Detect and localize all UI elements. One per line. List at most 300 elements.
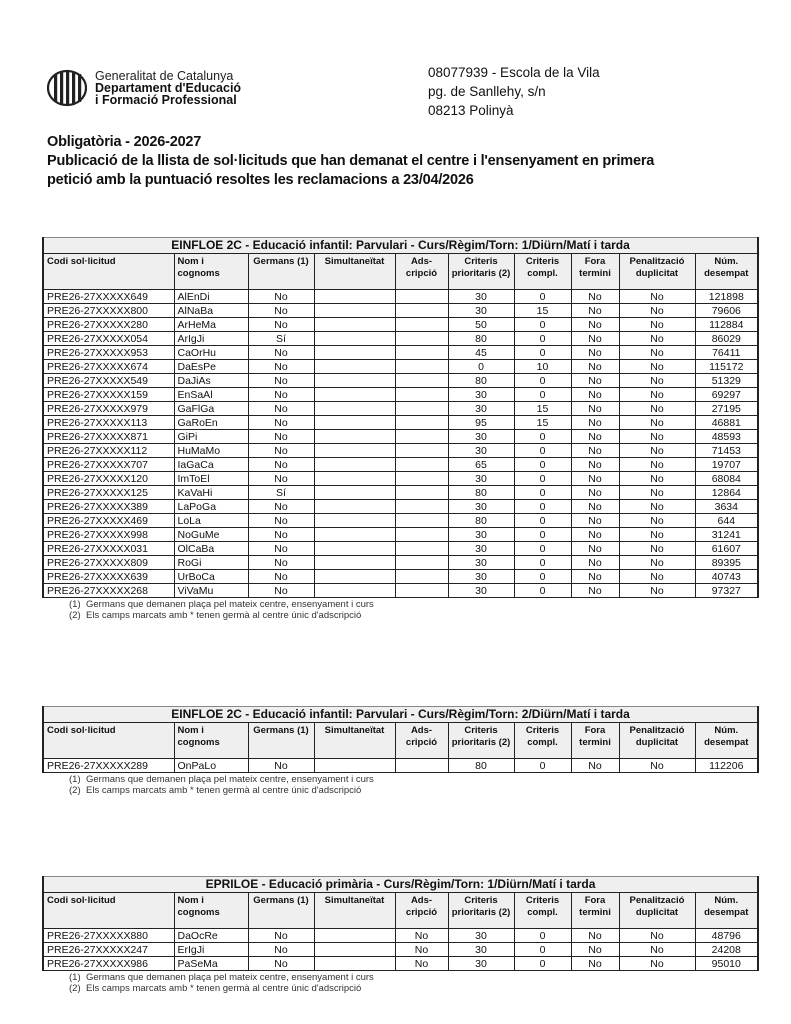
cell-num-desempat: 71453 — [695, 444, 758, 458]
footnotes — [69, 599, 757, 621]
table-row — [43, 416, 758, 430]
cell-criteris-compl: 0 — [514, 430, 571, 444]
col-header-fora-termini: Fora termini — [571, 254, 619, 290]
col-header-penalitzacio: Penalització duplicitat — [619, 254, 695, 290]
cell-nom: KaVaHi — [174, 486, 248, 500]
cell-criteris-prioritaris: 80 — [448, 332, 514, 346]
cell-codi: PRE26-27XXXXX112 — [43, 444, 174, 458]
col-header-simultaneitat: Simultaneïtat — [314, 254, 395, 290]
table-row — [43, 444, 758, 458]
col-header-simultaneitat: Simultaneïtat — [314, 723, 395, 759]
cell-germans: Sí — [248, 332, 314, 346]
cell-num-desempat: 61607 — [695, 542, 758, 556]
cell-penalitzacio: No — [619, 528, 695, 542]
cell-germans: No — [248, 458, 314, 472]
table-body — [43, 290, 758, 598]
cell-nom: ImToEl — [174, 472, 248, 486]
footnote-1: (1) Germans que demanen plaça pel mateix centre, ensenyament i curs — [69, 972, 374, 983]
cell-simultaneitat — [314, 346, 395, 360]
cell-codi: PRE26-27XXXXX998 — [43, 528, 174, 542]
cell-num-desempat: 51329 — [695, 374, 758, 388]
document-title — [47, 133, 654, 190]
cell-num-desempat: 3634 — [695, 500, 758, 514]
cell-nom: GaFlGa — [174, 402, 248, 416]
cell-simultaneitat — [314, 759, 395, 773]
cell-num-desempat: 69297 — [695, 388, 758, 402]
cell-codi: PRE26-27XXXXX649 — [43, 290, 174, 304]
cell-codi: PRE26-27XXXXX809 — [43, 556, 174, 570]
footnote-1: (1) Germans que demanen plaça pel mateix centre, ensenyament i curs — [69, 599, 374, 610]
cell-simultaneitat — [314, 374, 395, 388]
cell-adscripcio — [395, 318, 448, 332]
cell-codi: PRE26-27XXXXX247 — [43, 943, 174, 957]
footnotes — [69, 774, 757, 796]
cell-germans: No — [248, 402, 314, 416]
cell-adscripcio — [395, 430, 448, 444]
header-logo — [47, 68, 241, 108]
cell-num-desempat: 48593 — [695, 430, 758, 444]
cell-simultaneitat — [314, 458, 395, 472]
cell-criteris-prioritaris: 30 — [448, 402, 514, 416]
table-row — [43, 318, 758, 332]
cell-adscripcio — [395, 374, 448, 388]
table-row — [43, 360, 758, 374]
cell-nom: HuMaMo — [174, 444, 248, 458]
cell-adscripcio: No — [395, 943, 448, 957]
logo-line-2: Departament d'Educació — [95, 81, 242, 95]
cell-fora-termini: No — [571, 570, 619, 584]
cell-adscripcio — [395, 528, 448, 542]
cell-penalitzacio: No — [619, 304, 695, 318]
col-header-num-desempat: Núm. desempat — [695, 254, 758, 290]
cell-germans: Sí — [248, 486, 314, 500]
cell-adscripcio — [395, 346, 448, 360]
cell-penalitzacio: No — [619, 514, 695, 528]
cell-criteris-prioritaris: 30 — [448, 943, 514, 957]
cell-codi: PRE26-27XXXXX113 — [43, 416, 174, 430]
cell-penalitzacio: No — [619, 584, 695, 598]
col-header-codi: Codi sol·licitud — [43, 893, 174, 929]
cell-num-desempat: 112206 — [695, 759, 758, 773]
cell-nom: LaPoGa — [174, 500, 248, 514]
col-header-criteris-compl: Criteris compl. — [514, 723, 571, 759]
cell-num-desempat: 86029 — [695, 332, 758, 346]
cell-fora-termini: No — [571, 290, 619, 304]
cell-codi: PRE26-27XXXXX268 — [43, 584, 174, 598]
cell-adscripcio — [395, 444, 448, 458]
col-header-criteris-prioritaris: Criteris prioritaris (2) — [448, 893, 514, 929]
cell-penalitzacio: No — [619, 374, 695, 388]
cell-fora-termini: No — [571, 500, 619, 514]
col-header-penalitzacio: Penalització duplicitat — [619, 893, 695, 929]
cell-criteris-compl: 0 — [514, 584, 571, 598]
cell-criteris-compl: 15 — [514, 402, 571, 416]
cell-num-desempat: 112884 — [695, 318, 758, 332]
cell-criteris-compl: 15 — [514, 304, 571, 318]
cell-simultaneitat — [314, 556, 395, 570]
logo-line-3: i Formació Professional — [95, 93, 237, 107]
cell-penalitzacio: No — [619, 458, 695, 472]
cell-nom: GaRoEn — [174, 416, 248, 430]
cell-criteris-prioritaris: 30 — [448, 290, 514, 304]
cell-fora-termini: No — [571, 929, 619, 943]
cell-criteris-prioritaris: 30 — [448, 528, 514, 542]
cell-criteris-prioritaris: 30 — [448, 570, 514, 584]
footnote-1: (1) Germans que demanen plaça pel mateix centre, ensenyament i curs — [69, 774, 374, 785]
cell-germans: No — [248, 514, 314, 528]
cell-num-desempat: 121898 — [695, 290, 758, 304]
cell-simultaneitat — [314, 542, 395, 556]
cell-codi: PRE26-27XXXXX800 — [43, 304, 174, 318]
cell-codi: PRE26-27XXXXX120 — [43, 472, 174, 486]
cell-criteris-prioritaris: 65 — [448, 458, 514, 472]
cell-germans: No — [248, 528, 314, 542]
cell-penalitzacio: No — [619, 500, 695, 514]
cell-criteris-compl: 0 — [514, 556, 571, 570]
cell-simultaneitat — [314, 402, 395, 416]
cell-nom: ArIgJi — [174, 332, 248, 346]
cell-penalitzacio: No — [619, 430, 695, 444]
cell-criteris-compl: 0 — [514, 514, 571, 528]
cell-num-desempat: 46881 — [695, 416, 758, 430]
cell-criteris-prioritaris: 30 — [448, 957, 514, 971]
cell-criteris-prioritaris: 30 — [448, 556, 514, 570]
cell-criteris-prioritaris: 80 — [448, 374, 514, 388]
cell-criteris-prioritaris: 30 — [448, 542, 514, 556]
cell-germans: No — [248, 290, 314, 304]
cell-adscripcio — [395, 332, 448, 346]
cell-criteris-compl: 0 — [514, 943, 571, 957]
cell-germans: No — [248, 388, 314, 402]
cell-adscripcio — [395, 556, 448, 570]
cell-num-desempat: 95010 — [695, 957, 758, 971]
table-row — [43, 528, 758, 542]
cell-nom: ArHeMa — [174, 318, 248, 332]
cell-nom: RoGi — [174, 556, 248, 570]
cell-nom: DaOcRe — [174, 929, 248, 943]
cell-penalitzacio: No — [619, 929, 695, 943]
cell-penalitzacio: No — [619, 759, 695, 773]
cell-fora-termini: No — [571, 402, 619, 416]
cell-adscripcio — [395, 514, 448, 528]
table-row — [43, 500, 758, 514]
cell-germans: No — [248, 943, 314, 957]
table-row — [43, 943, 758, 957]
cell-codi: PRE26-27XXXXX280 — [43, 318, 174, 332]
cell-codi: PRE26-27XXXXX289 — [43, 759, 174, 773]
cell-num-desempat: 644 — [695, 514, 758, 528]
cell-penalitzacio: No — [619, 360, 695, 374]
cell-criteris-compl: 0 — [514, 528, 571, 542]
cell-criteris-prioritaris: 30 — [448, 388, 514, 402]
cell-fora-termini: No — [571, 360, 619, 374]
col-header-codi: Codi sol·licitud — [43, 254, 174, 290]
cell-simultaneitat — [314, 486, 395, 500]
cell-adscripcio — [395, 458, 448, 472]
cell-adscripcio — [395, 360, 448, 374]
cell-criteris-compl: 0 — [514, 444, 571, 458]
cell-adscripcio — [395, 570, 448, 584]
title-description-2: petició amb la puntuació resoltes les reclamacions a 23/04/2026 — [47, 172, 474, 188]
cell-simultaneitat — [314, 570, 395, 584]
cell-germans: No — [248, 416, 314, 430]
cell-penalitzacio: No — [619, 290, 695, 304]
cell-simultaneitat — [314, 388, 395, 402]
cell-criteris-prioritaris: 30 — [448, 584, 514, 598]
cell-fora-termini: No — [571, 943, 619, 957]
col-header-adscripcio: Ads-cripció — [395, 723, 448, 759]
cell-nom: ErIgJi — [174, 943, 248, 957]
cell-criteris-compl: 0 — [514, 500, 571, 514]
cell-codi: PRE26-27XXXXX125 — [43, 486, 174, 500]
cell-nom: GiPi — [174, 430, 248, 444]
cell-penalitzacio: No — [619, 444, 695, 458]
col-header-fora-termini: Fora termini — [571, 893, 619, 929]
section-epriloe-curs1 — [42, 876, 757, 994]
cell-simultaneitat — [314, 430, 395, 444]
cell-criteris-prioritaris: 30 — [448, 500, 514, 514]
cell-criteris-prioritaris: 30 — [448, 472, 514, 486]
cell-criteris-prioritaris: 45 — [448, 346, 514, 360]
cell-germans: No — [248, 570, 314, 584]
cell-penalitzacio: No — [619, 486, 695, 500]
title-year: Obligatòria - 2026-2027 — [47, 134, 202, 150]
cell-fora-termini: No — [571, 759, 619, 773]
cell-germans: No — [248, 374, 314, 388]
cell-germans: No — [248, 304, 314, 318]
cell-num-desempat: 48796 — [695, 929, 758, 943]
table-row — [43, 929, 758, 943]
cell-penalitzacio: No — [619, 346, 695, 360]
col-header-codi: Codi sol·licitud — [43, 723, 174, 759]
table-row — [43, 402, 758, 416]
cell-num-desempat: 68084 — [695, 472, 758, 486]
table-row — [43, 486, 758, 500]
footnote-2: (2) Els camps marcats amb * tenen germà al centre únic d'adscripció — [69, 983, 362, 994]
cell-nom: EnSaAl — [174, 388, 248, 402]
cell-simultaneitat — [314, 584, 395, 598]
cell-criteris-prioritaris: 30 — [448, 430, 514, 444]
section-einfloe-curs2 — [42, 706, 757, 796]
cell-simultaneitat — [314, 444, 395, 458]
cell-num-desempat: 115172 — [695, 360, 758, 374]
cell-codi: PRE26-27XXXXX986 — [43, 957, 174, 971]
cell-fora-termini: No — [571, 374, 619, 388]
school-street: pg. de Sanllehy, s/n — [428, 84, 546, 99]
table-row — [43, 584, 758, 598]
cell-penalitzacio: No — [619, 957, 695, 971]
footnotes — [69, 972, 757, 994]
cell-criteris-compl: 10 — [514, 360, 571, 374]
cell-fora-termini: No — [571, 556, 619, 570]
cell-criteris-compl: 0 — [514, 486, 571, 500]
cell-adscripcio — [395, 542, 448, 556]
cell-germans: No — [248, 360, 314, 374]
cell-simultaneitat — [314, 957, 395, 971]
cell-num-desempat: 40743 — [695, 570, 758, 584]
school-city: 08213 Polinyà — [428, 103, 514, 118]
school-address — [428, 63, 600, 120]
table-body — [43, 929, 758, 971]
cell-codi: PRE26-27XXXXX031 — [43, 542, 174, 556]
cell-germans: No — [248, 500, 314, 514]
cell-fora-termini: No — [571, 304, 619, 318]
cell-criteris-prioritaris: 80 — [448, 514, 514, 528]
cell-nom: PaSeMa — [174, 957, 248, 971]
col-header-penalitzacio: Penalització duplicitat — [619, 723, 695, 759]
cell-fora-termini: No — [571, 458, 619, 472]
footnote-2: (2) Els camps marcats amb * tenen germà al centre únic d'adscripció — [69, 610, 362, 621]
cell-num-desempat: 31241 — [695, 528, 758, 542]
cell-adscripcio — [395, 290, 448, 304]
cell-nom: OlCaBa — [174, 542, 248, 556]
cell-nom: AlNaBa — [174, 304, 248, 318]
cell-fora-termini: No — [571, 486, 619, 500]
cell-criteris-prioritaris: 80 — [448, 759, 514, 773]
col-header-adscripcio: Ads-cripció — [395, 893, 448, 929]
cell-num-desempat: 76411 — [695, 346, 758, 360]
cell-simultaneitat — [314, 290, 395, 304]
cell-nom: OnPaLo — [174, 759, 248, 773]
cell-simultaneitat — [314, 416, 395, 430]
cell-penalitzacio: No — [619, 556, 695, 570]
col-header-num-desempat: Núm. desempat — [695, 893, 758, 929]
cell-germans: No — [248, 957, 314, 971]
cell-criteris-prioritaris: 80 — [448, 486, 514, 500]
cell-germans: No — [248, 346, 314, 360]
table-caption: EINFLOE 2C - Educació infantil: Parvulari - Curs/Règim/Torn: 2/Diürn/Matí i tarda — [43, 707, 758, 723]
cell-germans: No — [248, 430, 314, 444]
cell-criteris-prioritaris: 30 — [448, 444, 514, 458]
cell-criteris-compl: 0 — [514, 759, 571, 773]
cell-penalitzacio: No — [619, 570, 695, 584]
cell-codi: PRE26-27XXXXX880 — [43, 929, 174, 943]
cell-adscripcio — [395, 472, 448, 486]
col-header-simultaneitat: Simultaneïtat — [314, 893, 395, 929]
cell-nom: AlEnDi — [174, 290, 248, 304]
cell-germans: No — [248, 472, 314, 486]
col-header-nom: Nom i cognoms — [174, 254, 248, 290]
cell-fora-termini: No — [571, 416, 619, 430]
cell-adscripcio — [395, 416, 448, 430]
cell-penalitzacio: No — [619, 402, 695, 416]
table-body — [43, 759, 758, 773]
cell-nom: IaGaCa — [174, 458, 248, 472]
logo-line-1: Generalitat de Catalunya — [95, 69, 234, 83]
cell-codi: PRE26-27XXXXX469 — [43, 514, 174, 528]
cell-criteris-compl: 0 — [514, 290, 571, 304]
cell-adscripcio: No — [395, 957, 448, 971]
cell-germans: No — [248, 584, 314, 598]
cell-codi: PRE26-27XXXXX389 — [43, 500, 174, 514]
cell-germans: No — [248, 318, 314, 332]
cell-criteris-compl: 0 — [514, 332, 571, 346]
table-row — [43, 556, 758, 570]
cell-fora-termini: No — [571, 444, 619, 458]
cell-codi: PRE26-27XXXXX159 — [43, 388, 174, 402]
table-row — [43, 430, 758, 444]
cell-adscripcio — [395, 500, 448, 514]
cell-fora-termini: No — [571, 528, 619, 542]
cell-criteris-compl: 0 — [514, 458, 571, 472]
cell-simultaneitat — [314, 304, 395, 318]
applications-table — [42, 706, 759, 773]
col-header-num-desempat: Núm. desempat — [695, 723, 758, 759]
cell-num-desempat: 79606 — [695, 304, 758, 318]
col-header-criteris-prioritaris: Criteris prioritaris (2) — [448, 254, 514, 290]
cell-criteris-prioritaris: 30 — [448, 929, 514, 943]
cell-penalitzacio: No — [619, 388, 695, 402]
cell-criteris-compl: 0 — [514, 929, 571, 943]
cell-criteris-prioritaris: 50 — [448, 318, 514, 332]
table-row — [43, 304, 758, 318]
col-header-nom: Nom i cognoms — [174, 893, 248, 929]
cell-penalitzacio: No — [619, 318, 695, 332]
cell-num-desempat: 89395 — [695, 556, 758, 570]
cell-nom: LoLa — [174, 514, 248, 528]
cell-simultaneitat — [314, 318, 395, 332]
col-header-criteris-compl: Criteris compl. — [514, 893, 571, 929]
table-row — [43, 458, 758, 472]
table-row — [43, 514, 758, 528]
table-row — [43, 957, 758, 971]
cell-codi: PRE26-27XXXXX871 — [43, 430, 174, 444]
cell-simultaneitat — [314, 472, 395, 486]
cell-simultaneitat — [314, 360, 395, 374]
cell-num-desempat: 97327 — [695, 584, 758, 598]
cell-germans: No — [248, 542, 314, 556]
cell-criteris-prioritaris: 0 — [448, 360, 514, 374]
cell-nom: UrBoCa — [174, 570, 248, 584]
cell-adscripcio: No — [395, 929, 448, 943]
cell-germans: No — [248, 444, 314, 458]
cell-adscripcio — [395, 402, 448, 416]
cell-criteris-compl: 0 — [514, 957, 571, 971]
cell-simultaneitat — [314, 514, 395, 528]
cell-criteris-compl: 0 — [514, 542, 571, 556]
cell-germans: No — [248, 556, 314, 570]
cell-codi: PRE26-27XXXXX953 — [43, 346, 174, 360]
section-einfloe-curs1 — [42, 237, 757, 621]
cell-fora-termini: No — [571, 346, 619, 360]
cell-fora-termini: No — [571, 584, 619, 598]
table-row — [43, 542, 758, 556]
cell-penalitzacio: No — [619, 332, 695, 346]
cell-criteris-compl: 0 — [514, 374, 571, 388]
cell-fora-termini: No — [571, 430, 619, 444]
cell-criteris-compl: 0 — [514, 388, 571, 402]
cell-num-desempat: 19707 — [695, 458, 758, 472]
cell-criteris-compl: 0 — [514, 570, 571, 584]
cell-adscripcio — [395, 388, 448, 402]
cell-simultaneitat — [314, 332, 395, 346]
cell-adscripcio — [395, 486, 448, 500]
cell-criteris-prioritaris: 30 — [448, 304, 514, 318]
cell-fora-termini: No — [571, 957, 619, 971]
table-row — [43, 570, 758, 584]
cell-germans: No — [248, 929, 314, 943]
table-row — [43, 472, 758, 486]
cell-nom: CaOrHu — [174, 346, 248, 360]
col-header-criteris-compl: Criteris compl. — [514, 254, 571, 290]
cell-nom: DaEsPe — [174, 360, 248, 374]
cell-penalitzacio: No — [619, 472, 695, 486]
table-row — [43, 759, 758, 773]
table-row — [43, 388, 758, 402]
cell-codi: PRE26-27XXXXX054 — [43, 332, 174, 346]
footnote-2: (2) Els camps marcats amb * tenen germà al centre únic d'adscripció — [69, 785, 362, 796]
col-header-fora-termini: Fora termini — [571, 723, 619, 759]
